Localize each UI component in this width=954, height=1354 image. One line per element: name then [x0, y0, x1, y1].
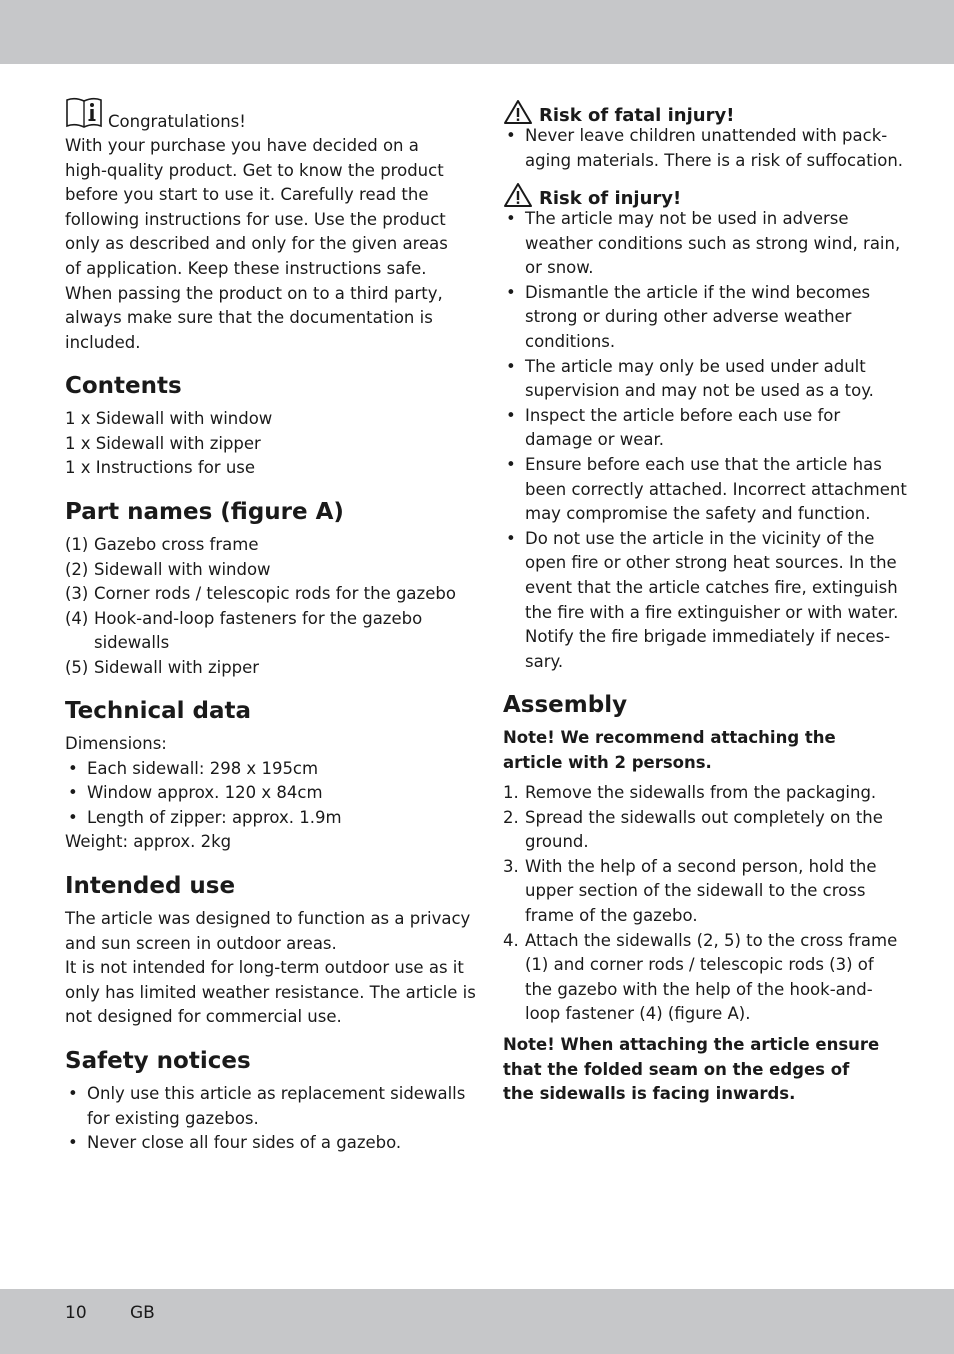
step-item	[503, 855, 893, 929]
step-text: upper section of the sidewall to the cross	[525, 881, 866, 901]
part-names-list	[65, 533, 457, 681]
bullet-text: conditions.	[525, 331, 616, 351]
intro-paragraph	[65, 134, 457, 355]
contents-list	[65, 407, 272, 481]
assembly-heading: Assembly	[503, 692, 628, 718]
list-item: 1 x Sidewall with window	[65, 409, 273, 428]
step-item	[503, 806, 893, 855]
part-number: (3)	[65, 584, 89, 604]
assembly-note-seam	[503, 1033, 893, 1107]
part-label: Sidewall with zipper	[94, 657, 260, 677]
bullet-item: • Window approx. 120 x 84cm	[65, 781, 457, 806]
intro-heading: Congratulations!	[108, 112, 246, 131]
bullet-text: Never close all four sides of a gazebo.	[87, 1133, 402, 1153]
bullet-text: sary.	[525, 651, 564, 671]
text-line: It is not intended for long-term outdoor use as it	[65, 958, 464, 978]
bullet-text: The article may not be used in adverse	[525, 209, 849, 228]
bullet-item: • Never leave children unattended with pack- aging materials. There is a risk of suffocation.	[503, 124, 893, 173]
part-item	[65, 558, 457, 583]
text-line: only as described and only for the given areas	[65, 234, 448, 254]
step-text: Attach the sidewalls (2, 5) to the cross frame	[525, 930, 898, 950]
note-line: Note! We recommend attaching the	[503, 728, 836, 747]
bullet-text: Never leave children unattended with pack-	[525, 126, 888, 145]
safety-notices-list	[65, 1082, 466, 1156]
bullet-item: • The article may only be used under adult supervision and may not be used as a toy.	[503, 355, 893, 404]
step-number: 1.	[503, 783, 519, 802]
part-number: (4)	[65, 608, 89, 628]
bullet-item: • Only use this article as replacement sidewalls for existing gazebos.	[65, 1082, 457, 1131]
text-line: and sun screen in outdoor areas.	[65, 933, 337, 953]
bullet-text: open fire or other strong heat sources. In the	[525, 553, 897, 573]
bullet-text: event that the article catches fire, extinguish	[525, 577, 898, 597]
safety-notices-heading: Safety notices	[65, 1048, 251, 1074]
bullet-text: Window approx. 120 x 84cm	[87, 783, 323, 803]
part-label: sidewalls	[94, 633, 170, 653]
text-line: With your purchase you have decided on a	[65, 136, 419, 155]
note-line: that the folded seam on the edges of	[503, 1059, 850, 1079]
step-number: 2.	[503, 807, 519, 827]
part-item	[65, 533, 457, 558]
bullet-text: may compromise the safety and function.	[525, 504, 871, 524]
text-line: The article was designed to function as a privacy	[65, 909, 471, 928]
part-item	[65, 607, 457, 656]
bullet-item: • Never close all four sides of a gazebo.	[65, 1131, 457, 1156]
step-text: Spread the sidewalls out completely on the	[525, 807, 883, 827]
part-number: (2)	[65, 559, 89, 579]
technical-data-block	[65, 732, 457, 855]
part-number: (1)	[65, 535, 89, 554]
step-text: loop fastener (4) (figure A).	[525, 1004, 751, 1024]
bullet-text: Dismantle the article if the wind becomes	[525, 282, 871, 302]
step-number: 4.	[503, 930, 519, 950]
intended-use-heading: Intended use	[65, 873, 236, 899]
assembly-steps	[503, 781, 898, 1027]
step-number: 3.	[503, 856, 519, 876]
bullet-item: • Each sidewall: 298 x 195cm	[65, 757, 457, 782]
text-line: following instructions for use. Use the product	[65, 209, 446, 229]
text-line: before you start to use it. Carefully read the	[65, 185, 429, 205]
dimensions-label: Dimensions:	[65, 734, 167, 753]
bullet-text: aging materials. There is a risk of suffocation.	[525, 150, 904, 170]
header-bar	[0, 0, 954, 64]
text-line: included.	[65, 332, 141, 352]
bullet-item: • Do not use the article in the vicinity of the open fire or other strong heat sources. In the event that the article catches fire, extinguish the fire with a fire extinguisher or with water. Notify the fire brigade immediately if neces- sary.	[503, 527, 893, 675]
note-line: article with 2 persons.	[503, 752, 712, 772]
step-text: (1) and corner rods / telescopic rods (3) of	[525, 955, 874, 975]
bullet-text: weather conditions such as strong wind, rain,	[525, 233, 901, 253]
weight-text: Weight: approx. 2kg	[65, 832, 232, 852]
part-label: Hook-and-loop fasteners for the gazebo	[94, 608, 423, 628]
risk-fatal-title: Risk of fatal injury!	[539, 105, 735, 126]
text-line: only has limited weather resistance. The article is	[65, 982, 476, 1002]
bullet-text: been correctly attached. Incorrect attachment	[525, 479, 907, 499]
bullet-item: • Dismantle the article if the wind becomes strong or during other adverse weather conditions.	[503, 281, 893, 355]
part-label: Corner rods / telescopic rods for the gazebo	[94, 584, 456, 604]
step-text: ground.	[525, 832, 589, 852]
step-text: the gazebo with the help of the hook-and-	[525, 979, 873, 999]
bullet-text: The article may only be used under adult	[525, 356, 866, 376]
step-item	[503, 929, 898, 1027]
bullet-item: • Inspect the article before each use for damage or wear.	[503, 404, 893, 453]
part-number: (5)	[65, 657, 89, 677]
assembly-note-persons	[503, 726, 893, 775]
bullet-text: Do not use the article in the vicinity of the	[525, 528, 875, 548]
part-label: Gazebo cross frame	[94, 535, 259, 554]
contents-heading: Contents	[65, 373, 182, 399]
text-line: always make sure that the documentation is	[65, 308, 433, 328]
text-line: When passing the product on to a third party,	[65, 283, 443, 303]
part-item	[65, 656, 457, 681]
note-line: Note! When attaching the article ensure	[503, 1035, 880, 1054]
warning-triangle-icon	[503, 182, 533, 208]
bullet-text: Notify the fire brigade immediately if neces-	[525, 627, 891, 647]
bullet-text: Inspect the article before each use for	[525, 405, 841, 425]
part-item	[65, 582, 457, 607]
bullet-item: • The article may not be used in adverse weather conditions such as strong wind, rain, or snow.	[503, 207, 893, 281]
bullet-text: or snow.	[525, 258, 594, 278]
part-names-heading: Part names (figure A)	[65, 499, 344, 525]
language-code: GB	[130, 1303, 155, 1323]
technical-data-heading: Technical data	[65, 698, 252, 724]
text-line: not designed for commercial use.	[65, 1007, 342, 1027]
bullet-text: Length of zipper: approx. 1.9m	[87, 807, 342, 827]
risk-fatal-list	[503, 124, 904, 173]
bullet-text: Only use this article as replacement sidewalls	[87, 1084, 466, 1103]
text-line: high-quality product. Get to know the product	[65, 160, 444, 180]
bullet-item: • Ensure before each use that the article has been correctly attached. Incorrect attachment may compromise the safety and function.	[503, 453, 893, 527]
bullet-text: Each sidewall: 298 x 195cm	[87, 758, 319, 778]
note-line: the sidewalls is facing inwards.	[503, 1084, 796, 1104]
step-item	[503, 781, 893, 806]
text-line: of application. Keep these instructions safe.	[65, 258, 427, 278]
bullet-text: Ensure before each use that the article has	[525, 454, 882, 474]
risk-injury-title: Risk of injury!	[539, 188, 682, 209]
info-book-icon	[65, 96, 103, 130]
part-label: Sidewall with window	[94, 559, 271, 579]
warning-triangle-icon	[503, 99, 533, 125]
list-item: 1 x Instructions for use	[65, 458, 256, 478]
bullet-text: for existing gazebos.	[87, 1108, 259, 1128]
risk-injury-list	[503, 207, 907, 674]
step-text: Remove the sidewalls from the packaging.	[525, 783, 877, 802]
step-text: With the help of a second person, hold the	[525, 856, 877, 876]
intended-use-paragraph	[65, 907, 476, 1030]
bullet-item: • Length of zipper: approx. 1.9m	[65, 806, 457, 831]
list-item: 1 x Sidewall with zipper	[65, 433, 261, 453]
step-text: frame of the gazebo.	[525, 905, 698, 925]
bullet-text: damage or wear.	[525, 430, 665, 450]
page-number: 10	[65, 1303, 87, 1323]
bullet-text: supervision and may not be used as a toy.	[525, 381, 874, 401]
bullet-text: strong or during other adverse weather	[525, 307, 852, 327]
bullet-text: the fire with a fire extinguisher or with water.	[525, 602, 899, 622]
